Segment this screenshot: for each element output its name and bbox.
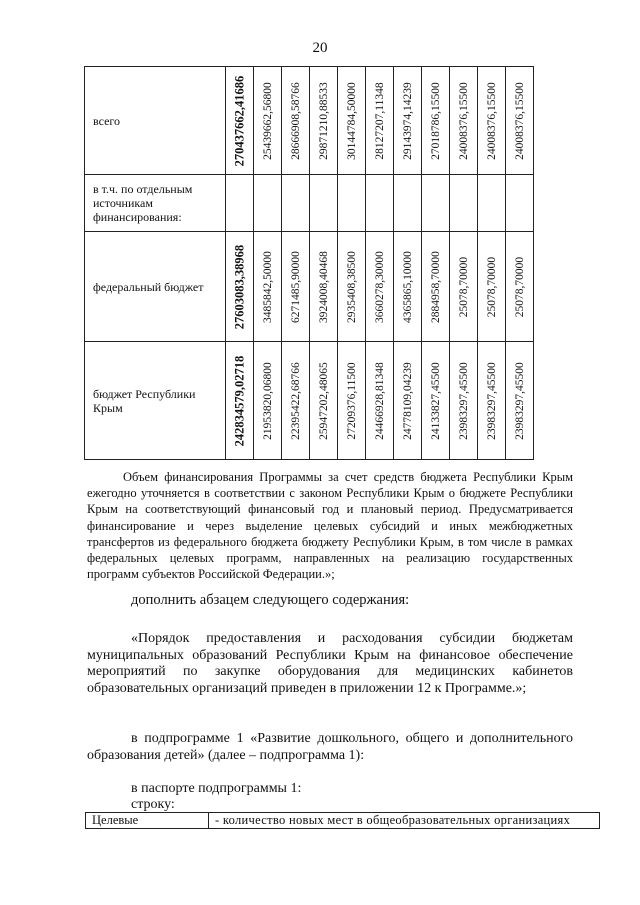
row-label: в т.ч. по отдельным источникам финансирования:: [85, 175, 226, 232]
amendment-intro: дополнить абзацем следующего содержания:: [131, 592, 410, 608]
table-cell: 2884958,70000: [422, 232, 450, 342]
table-cell: 24466928,81348: [366, 342, 394, 460]
table-cell: [226, 175, 254, 232]
table-cell: 27603083,38968: [226, 232, 254, 342]
table-cell: 24133827,45500: [422, 342, 450, 460]
table-cell: [478, 175, 506, 232]
table-cell: [254, 175, 282, 232]
table-cell: 24008376,15500: [506, 67, 534, 175]
table-row: [85, 67, 534, 175]
table-cell: [366, 175, 394, 232]
row-label: бюджет Республики Крым: [85, 342, 226, 460]
table-cell: 24008376,15500: [450, 67, 478, 175]
row-label: всего: [85, 67, 226, 175]
subprogram-paragraph: в подпрограмме 1 «Развитие дошкольного, общего и дополнительного образования детей» (далее – подпрограмма 1):: [87, 731, 573, 763]
table-cell: 270437662,41686: [226, 67, 254, 175]
table-cell: [506, 175, 534, 232]
table-cell: [450, 175, 478, 232]
table-cell: 25439662,56800: [254, 67, 282, 175]
table-cell: 24778109,04239: [394, 342, 422, 460]
table-cell: 25078,70000: [506, 232, 534, 342]
table-cell: [422, 175, 450, 232]
passport-line: в паспорте подпрограммы 1:: [131, 781, 302, 796]
table-cell: 25947202,48065: [310, 342, 338, 460]
table-cell: 28666908,58766: [282, 67, 310, 175]
target-indicators-table: [85, 812, 600, 829]
table-cell: 6271485,90000: [282, 232, 310, 342]
table-row: [85, 342, 534, 460]
table-cell: 28127207,11348: [366, 67, 394, 175]
subsidy-procedure-paragraph: «Порядок предоставления и расходования субсидии бюджетам муниципальных образований Республики Крым на финансовое обеспечение мероприятий по закупке оборудования для медицинских кабинетов образовательных организаций приведен в приложении 12 к Программе.»;: [87, 631, 573, 696]
table-cell: 3924008,40468: [310, 232, 338, 342]
row-line: строку:: [131, 797, 175, 812]
table-cell: 29871210,88533: [310, 67, 338, 175]
table-cell: 27018786,15500: [422, 67, 450, 175]
table-cell: 3485842,50000: [254, 232, 282, 342]
table-cell: 23983297,45500: [450, 342, 478, 460]
table-cell: 27209376,11500: [338, 342, 366, 460]
table-cell: 3660278,30000: [366, 232, 394, 342]
table-cell: 24008376,15500: [478, 67, 506, 175]
table-cell: 242834579,02718: [226, 342, 254, 460]
table-cell: 22395422,68766: [282, 342, 310, 460]
table-cell: 2935408,38500: [338, 232, 366, 342]
table-cell: 4365865,10000: [394, 232, 422, 342]
table-cell: 25078,70000: [450, 232, 478, 342]
table-cell: [394, 175, 422, 232]
goal-label: Целевые: [86, 813, 209, 829]
row-label: федеральный бюджет: [85, 232, 226, 342]
table-cell: 23983297,45500: [506, 342, 534, 460]
table-row: [86, 813, 600, 829]
goal-value: - количество новых мест в общеобразовательных организациях: [209, 813, 600, 829]
table-row: [85, 175, 534, 232]
page-number: 20: [312, 40, 328, 56]
table-cell: [338, 175, 366, 232]
table-cell: 30144784,50000: [338, 67, 366, 175]
table-cell: [310, 175, 338, 232]
table-cell: 21953820,06800: [254, 342, 282, 460]
table-row: [85, 232, 534, 342]
financing-table: [84, 66, 534, 460]
table-cell: 29143974,14239: [394, 67, 422, 175]
financing-note-paragraph: Объем финансирования Программы за счет средств бюджета Республики Крым ежегодно уточняется в соответствии с законом Республики Крым о бюджете Республики Крым на соответствующий финансовый год и плановый период. Предусматривается финансирование и через выделение целевых субсидий и иных межбюджетных трансфертов из федерального бюджета бюджету Республики Крым, в том числе в рамках федеральных целевых программ, направленных на реализацию государственных программ субъектов Российской Федерации.»;: [87, 470, 573, 582]
table-cell: [282, 175, 310, 232]
table-cell: 25078,70000: [478, 232, 506, 342]
table-cell: 23983297,45500: [478, 342, 506, 460]
